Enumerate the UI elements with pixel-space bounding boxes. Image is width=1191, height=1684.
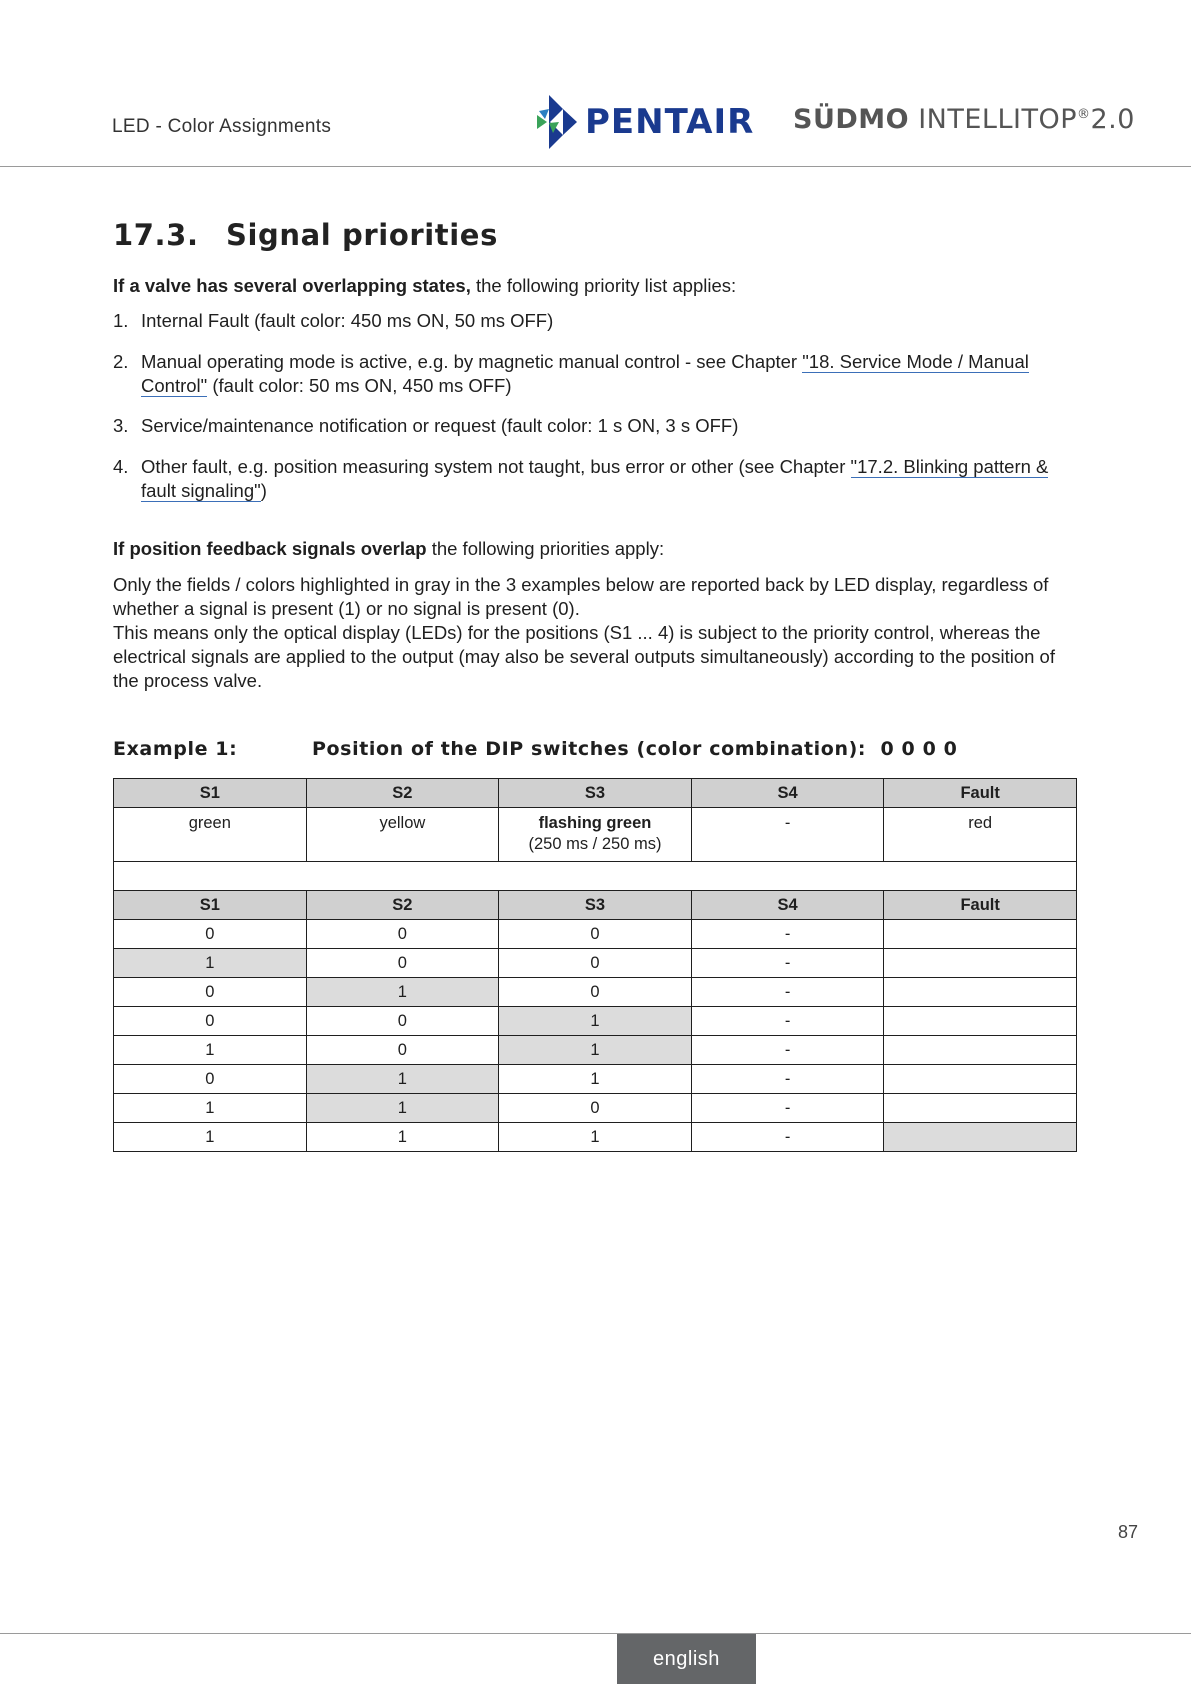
priority-number: 3. [113,415,129,436]
table-cell [884,1094,1077,1123]
product-brand: SÜDMO [793,104,910,135]
feedback-text-2: This means only the optical display (LEDs) for the positions (S1 ... 4) is subject to the priority control, whereas the electrical signals are applied to the output (may also be several outputs simultaneously) according to the position of the process valve. [113,622,1055,691]
table-cell: - [691,1036,884,1065]
table-cell: 0 [114,1065,307,1094]
signal-priority-table [113,778,1077,1152]
table-cell [884,1065,1077,1094]
table-cell: 1 [499,1007,692,1036]
table-row [114,920,1077,949]
table-cell: 0 [114,920,307,949]
column-header: Fault [884,779,1077,808]
table-row [114,978,1077,1007]
table-cell: 0 [114,978,307,1007]
column-header: Fault [884,891,1077,920]
table-cell [884,1123,1077,1152]
product-name [793,104,1135,135]
table-cell: - [691,1094,884,1123]
intro-bold: If a valve has several overlapping states, [113,275,471,296]
intro-paragraph [113,274,1078,298]
column-header: S4 [691,891,884,920]
table-header-row [114,779,1077,808]
table-cell: 1 [306,1123,499,1152]
feedback-bold: If position feedback signals overlap [113,538,427,559]
example-description: Position of the DIP switches (color combination): [312,738,867,760]
table-cell: 0 [306,1036,499,1065]
example-heading [113,738,1078,760]
registered-mark: ® [1077,107,1091,122]
table-cell: 0 [499,978,692,1007]
column-header: S3 [499,779,692,808]
intro-rest: the following priority list applies: [470,275,737,296]
priority-text: Internal Fault (fault color: 450 ms ON, 50 ms OFF) [141,310,554,331]
product-line: INTELLITOP [918,104,1077,135]
product-version: 2.0 [1090,104,1135,135]
table-cell: 1 [114,949,307,978]
table-cell: 0 [306,920,499,949]
table-cell [884,1036,1077,1065]
priority-item [113,350,1078,398]
priority-number: 1. [113,310,129,331]
table-cell: 0 [114,1007,307,1036]
priority-item [113,414,1078,438]
table-row [114,1094,1077,1123]
table-cell: - [691,1065,884,1094]
table-cell: 1 [114,1094,307,1123]
table-cell: - [691,920,884,949]
table-row [114,1036,1077,1065]
column-header: S3 [499,891,692,920]
priority-text: Service/maintenance notification or request (fault color: 1 s ON, 3 s OFF) [141,415,739,436]
column-header: S1 [114,891,307,920]
feedback-text: Only the fields / colors highlighted in gray in the 3 examples below are reported back by LED display, regardless of whether a signal is present (1) or no signal is present (0). [113,574,1049,619]
s3-color: flashing green [538,814,652,832]
feedback-intro [113,537,1078,561]
s3-timing: (250 ms / 250 ms) [528,835,662,853]
table-row [114,949,1077,978]
table-cell: - [691,1123,884,1152]
table-cell [884,920,1077,949]
table-cell: - [691,1007,884,1036]
table-cell [114,862,1077,891]
table-cell: green [114,808,307,862]
priority-text-after: (fault color: 50 ms ON, 450 ms OFF) [207,375,512,396]
chapter-17-2-link[interactable]: "17.2. Blinking pattern & fault signaling" [141,456,1049,501]
table-cell [884,949,1077,978]
column-header: S2 [306,891,499,920]
priority-item [113,455,1078,503]
header-divider [0,166,1191,167]
table-cell: 1 [499,1036,692,1065]
feedback-rest: the following priorities apply: [426,538,665,559]
table-spacer-row [114,862,1077,891]
dip-values: 0 0 0 0 [880,738,958,760]
table-cell [499,808,692,862]
running-header: LED - Color Assignments [112,116,332,137]
table-cell [884,978,1077,1007]
table-row [114,1065,1077,1094]
table-row [114,1007,1077,1036]
pentair-logo [535,92,775,152]
priority-text-after: ) [260,480,267,501]
section-title: Signal priorities [226,218,498,252]
column-header: S4 [691,779,884,808]
table-cell: - [691,808,884,862]
priority-item [113,309,1078,333]
priority-number: 4. [113,456,129,477]
pentair-mark-icon [535,93,579,151]
table-cell [884,1007,1077,1036]
table-cell: 0 [499,920,692,949]
table-cell: 1 [306,1065,499,1094]
priority-text: Manual operating mode is active, e.g. by magnetic manual control - see Chapter [141,351,803,372]
section-number: 17.3. [113,218,199,252]
table-cell: 1 [499,1065,692,1094]
table-header-row [114,891,1077,920]
table-row [114,1123,1077,1152]
column-header: S2 [306,779,499,808]
table-cell: 1 [499,1123,692,1152]
table-cell: 1 [306,1094,499,1123]
section-heading [113,218,1078,252]
table-cell: - [691,949,884,978]
language-tab: english [617,1634,756,1684]
example-label: Example 1: [113,738,238,760]
footer-divider [0,1633,1191,1634]
table-cell: - [691,978,884,1007]
page-number: 87 [1118,1522,1139,1542]
table-cell: 0 [499,949,692,978]
chapter-18-link[interactable]: "18. Service Mode / Manual Control" [141,351,1029,396]
table-cell: 1 [114,1123,307,1152]
brand-name: PENTAIR [585,102,755,142]
column-header: S1 [114,779,307,808]
table-cell: 0 [499,1094,692,1123]
table-cell: 1 [114,1036,307,1065]
table-cell: 0 [306,1007,499,1036]
priority-number: 2. [113,351,129,372]
feedback-paragraph [113,573,1078,693]
table-cell: red [884,808,1077,862]
table-cell: yellow [306,808,499,862]
priority-text: Other fault, e.g. position measuring system not taught, bus error or other (see Chapter [141,456,851,477]
table-cell: 0 [306,949,499,978]
table-cell: 1 [306,978,499,1007]
color-assignment-row [114,808,1077,862]
